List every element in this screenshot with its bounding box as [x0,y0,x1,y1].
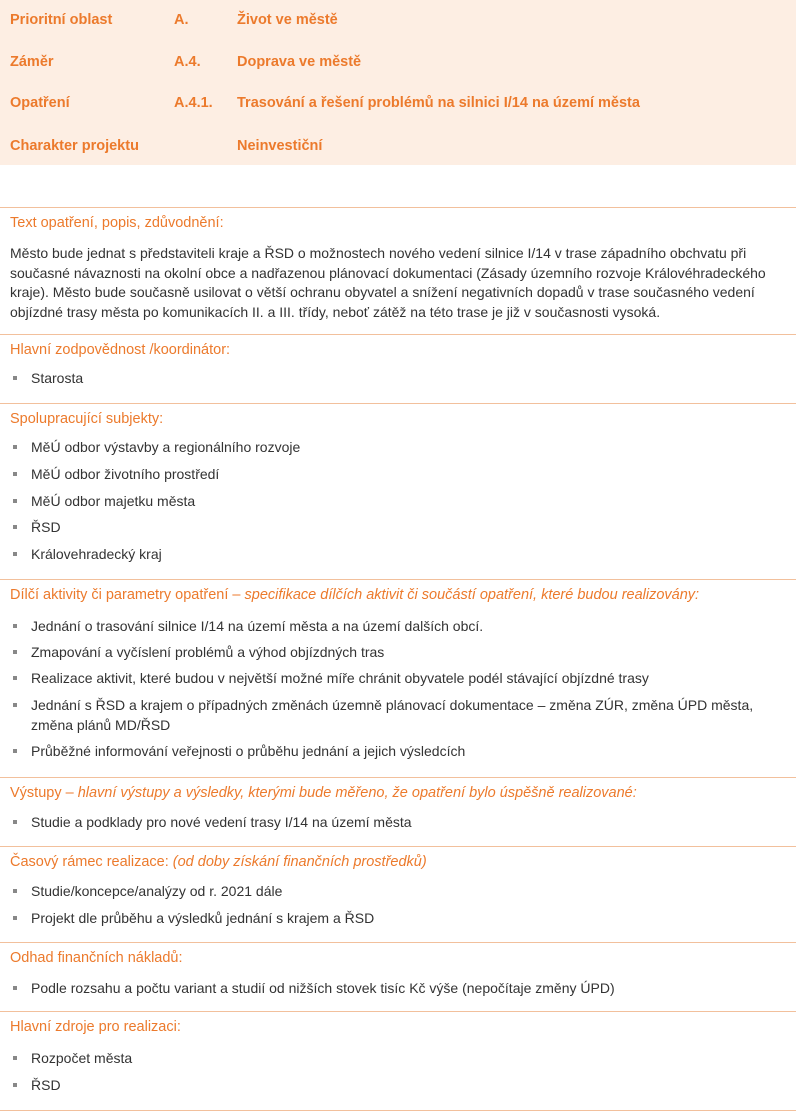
bullet-icon [13,624,17,628]
bullet-icon [13,749,17,753]
section-responsibility: Hlavní zodpovědnost /koordinátor: Starosta [0,334,796,403]
description-line: současné návaznosti na okolní obce a nadřazenou plánovací dokumentaci (Zásady územního rozvoje Královéhradeckého [10,264,766,281]
bullet-icon [13,376,17,380]
bullet-icon [13,889,17,893]
bullet-icon [13,552,17,556]
bullet-icon [13,1056,17,1060]
section-title: Časový rámec realizace: (od doby získání finančních prostředků) [10,854,427,870]
section-subtitle: hlavní výstupy a výsledky, kterými bude měřeno, že opatření bylo úspěšně realizované: [73,785,637,801]
header-label: Prioritní oblast [10,12,113,28]
section-activities: Dílčí aktivity či parametry opatření – specifikace dílčích aktivit či součástí opatření, které budou realizovány: Jednání o trasování silnice I/14 na území města a na území dalších obcí. Zmapování a vyčíslení problémů a výhod objízdných tras Realizace aktivit, které budou v největší možné míře chránit obyvatele podél stávající objízdné trasy Jednání s ŘSD a krajem o případných změnách územně plánovací dokumentace – změna ZÚR, změna ÚPD města, změna plánů MD/ŘSD Průběžné informování veřejnosti o průběhu jednání a jejich výsledcích [0,579,796,777]
section-costs: Odhad finančních nákladů: Podle rozsahu a počtu variant a studií od nižších stovek tisíc Kč výše (nepočítaje změny ÚPD) [0,942,796,1011]
header-value: Doprava ve městě [237,54,362,70]
bottom-divider [0,1110,796,1111]
project-header [0,0,796,165]
header-value: Trasování a řešení problémů na silnici I/14 na území města [237,95,640,111]
section-title: Dílčí aktivity či parametry opatření – specifikace dílčích aktivit či součástí opatření, které budou realizovány: [10,587,700,603]
header-value: Život ve městě [237,12,338,28]
header-code: A.4. [174,54,201,70]
description-paragraph [10,244,790,322]
section-subtitle: (od doby získání finančních prostředků) [168,854,427,870]
section-outputs: Výstupy – hlavní výstupy a výsledky, kterými bude měřeno, že opatření bylo úspěšně realizované: Studie a podklady pro nové vedení trasy I/14 na území města [0,777,796,846]
section-subtitle: specifikace dílčích aktivit či součástí opatření, které budou realizovány: [240,587,700,603]
bullet-icon [13,499,17,503]
section-title: Spolupracující subjekty: [10,411,164,427]
header-label: Opatření [10,95,70,111]
bullet-icon [13,676,17,680]
header-label: Charakter projektu [10,138,139,154]
section-description [0,207,796,334]
bullet-icon [13,703,17,707]
section-timeframe: Časový rámec realizace: (od doby získání finančních prostředků) Studie/koncepce/analýzy od r. 2021 dále Projekt dle průběhu a výsledků jednání s krajem a ŘSD [0,846,796,942]
section-title: Hlavní zdroje pro realizaci: [10,1019,181,1035]
description-line: kraje). Město bude současně usilovat o větší ochranu obyvatel a snížení negativních dopadů v trase současného vedení [10,284,755,300]
section-partners: Spolupracující subjekty: MěÚ odbor výstavby a regionálního rozvoje MěÚ odbor životního prostředí MěÚ odbor majetku města ŘSD Královehradecký kraj [0,403,796,579]
bullet-icon [13,916,17,920]
bullet-icon [13,472,17,476]
header-code: A. [174,12,189,28]
section-title: Odhad finančních nákladů: [10,950,183,966]
header-label: Záměr [10,54,54,70]
bullet-icon [13,820,17,824]
section-title: Hlavní zodpovědnost /koordinátor: [10,342,231,358]
bullet-icon [13,445,17,449]
header-code: A.4.1. [174,95,213,111]
description-line: Město bude jednat s představiteli kraje a ŘSD o možnostech nového vedení silnice I/14 v trase západního obchvatu při [10,245,747,261]
description-line: objízdné trasy města po komunikacích II. a III. třídy, neboť zátěž na této trase je již v současnosti vysoká. [10,303,661,320]
bullet-icon [13,986,17,990]
section-sources: Hlavní zdroje pro realizaci: Rozpočet města ŘSD [0,1011,796,1111]
bullet-icon [13,525,17,529]
section-title: Text opatření, popis, zdůvodnění: [10,215,224,231]
header-value: Neinvestiční [237,138,323,154]
bullet-icon [13,650,17,654]
section-title: Výstupy – hlavní výstupy a výsledky, kterými bude měřeno, že opatření bylo úspěšně realizované: [10,785,637,801]
bullet-icon [13,1083,17,1087]
